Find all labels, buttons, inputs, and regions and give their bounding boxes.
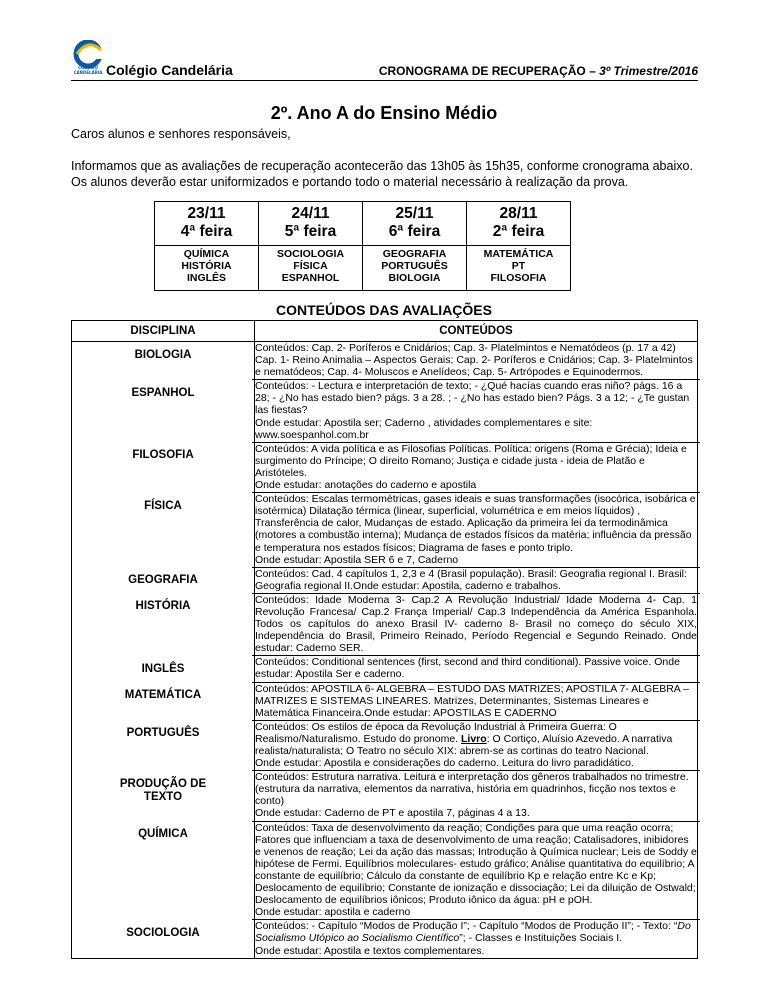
schedule-subjects: SOCIOLOGIA FÍSICA ESPANHOL xyxy=(259,246,363,291)
content-quimica: Conteúdos: Taxa de desenvolvimento da reação; Condições para que uma reação ocorra; Fatores que influenciam a taxa de desenvolvimento de uma reação; Catalisadores, inibidores e venenos de reação; Lei da ação das massas; Introdução à Química nuclear; Leis de Soddy e hipótese de Fermi. Equilíbrios moleculares- estudo gráfico; Análise quantitativa do equilíbrio; A constante de equilíbrio; Cálculo da constante de equilíbrio Kp e relação entre Kc e Kp; Deslocamento de equilíbrio; Constante de ionização e dissociação; Lei da diluição de Ostwald; Deslocamento de equilíbrios iônicos; Produto iônico da água: pH e pOH. Onde estudar: apostila e caderno xyxy=(252,822,700,921)
schedule-subjects: QUÍMICA HISTÓRIA INGLÊS xyxy=(155,246,259,291)
contents-column xyxy=(255,342,698,959)
schedule-day: 28/11 2ª feira xyxy=(467,202,571,246)
schedule-title: CRONOGRAMA DE RECUPERAÇÃO – 3º Trimestre/2016 xyxy=(378,64,698,78)
intro-line-2: Os alunos deverão estar uniformizados e portando todo o material necessário à realização da prova. xyxy=(71,175,629,189)
discipline-header: DISCIPLINA xyxy=(72,321,255,342)
school-logo xyxy=(71,40,105,76)
discipline-espanhol: ESPANHOL xyxy=(131,386,195,399)
content-espanhol: Conteúdos: - Lectura e interpretación de texto; - ¿Qué hacías cuando eras niño? págs. 16 a 28; - ¿No has estado bien? págs. 3 a 28. ; - ¿No has estado bien? Págs. 3 a 12; - ¿Te gustan las fiestas? Onde estudar: Apostila ser; Caderno , atividades complementares e site: www.soespanhol.com.br xyxy=(252,380,700,442)
discipline-ingles: INGLÊS xyxy=(141,662,185,675)
svg-text:COLÉGIO: COLÉGIO xyxy=(78,65,98,70)
content-historia: Conteúdos: Idade Moderna 3- Cap.2 A Revolução Industrial/ Idade Moderna 4- Cap. 1 Revolução Francesa/ Cap.2 França Imperial/ Cap.3 Independência da América Espanhola. Todos os capítulos do anexo Brasil IV- caderno 8- Brasil no começo do século XIX, Independência do Brasil, Primeiro Reinado, Período Regencial e Segundo Reinado. Onde estudar: Caderno SER. xyxy=(252,594,700,656)
page-title: 2º. Ano A do Ensino Médio xyxy=(270,103,498,123)
content-portugues: Conteúdos: Os estilos de época da Revolução Industrial à Primeira Guerra: O Realismo/Naturalismo. Estudo do pronome. Livro: O Cortiço, Aluísio Azevedo. A narrativa realista/naturalista; O Teatro no século XIX: abrem-se as cortinas do teatro Nacional. Onde estudar: Apostila e considerações do caderno. Leitura do livro paradidático. xyxy=(252,721,700,771)
schedule-subjects: MATEMÁTICA PT FILOSOFIA xyxy=(467,246,571,291)
school-name: Colégio Candelária xyxy=(106,62,233,78)
discipline-quimica: QUÍMICA xyxy=(138,828,188,841)
schedule-day: 24/11 5ª feira xyxy=(259,202,363,246)
schedule-table xyxy=(154,201,571,291)
content-matematica: Conteúdos: APOSTILA 6- ALGEBRA – ESTUDO DAS MATRIZES; APOSTILA 7- ALGEBRA – MATRIZES E SISTEMAS LINEARES. Matrizes, Determinantes, Sistemas Lineares e Matemática Financeira.Onde estudar: APOSTILAS E CADERNO xyxy=(252,683,700,721)
discipline-producao-1: PRODUÇÃO DE xyxy=(119,777,207,790)
discipline-portugues: PORTUGUÊS xyxy=(126,727,200,740)
contents-header: CONTEÚDOS xyxy=(255,321,698,342)
discipline-biologia: BIOLOGIA xyxy=(134,348,192,361)
content-ingles: Conteúdos: Conditional sentences (first, second and third conditional). Passive voice. Onde estudar: Apostila Ser e caderno. xyxy=(252,656,700,682)
contents-section-title: CONTEÚDOS DAS AVALIAÇÕES xyxy=(276,302,492,318)
discipline-matematica: MATEMÁTICA xyxy=(124,689,202,702)
discipline-geografia: GEOGRAFIA xyxy=(128,574,198,587)
schedule-day: 25/11 6ª feira xyxy=(363,202,467,246)
content-fisica: Conteúdos: Escalas termométricas, gases ideais e suas transformações (isocórica, isobárica e isotérmica) Dilatação térmica (linear, superficial, volumétrica e em meios líquidos) , Transferência de calor, Mudanças de estado. Aplicação da primeira lei da termodinâmica (motores a combustão interna); Mudança de estados físicos da matéria; influência da pressão e temperatura nos estados físicos; Diagrama de fases e ponto triplo. Onde estudar: Apostila SER 6 e 7, Caderno xyxy=(252,493,700,568)
content-biologia: Conteúdos: Cap. 2- Poríferos e Cnidários; Cap. 3- Platelmintos e Nematódeos (p. 17 a 42) Cap. 1- Reino Animalia – Aspectos Gerais; Cap. 2- Poríferos e Cnidários; Cap. 3- Platelmintos e nematódeos; Cap. 4- Moluscos e Anelídeos; Cap. 5- Artrópodes e Equinodermos. xyxy=(252,342,700,380)
intro-line-1: Informamos que as avaliações de recuperação acontecerão das 13h05 às 15h35, conforme cronograma abaixo. xyxy=(71,159,693,173)
intro-text xyxy=(71,126,693,190)
content-geografia: Conteúdos: Cad. 4 capítulos 1, 2,3 e 4 (Brasil população). Brasil: Geografia regional I. Brasil: Geografia regional II.Onde estudar: Apostila, caderno e trabalhos. xyxy=(252,568,700,594)
content-filosofia: Conteúdos: A vida política e as Filosofias Políticas. Política: origens (Roma e Grécia); Ideia e surgimento do Príncipe; O direito Romano; Justiça e cidade justa - ideia de Platão e Aristóteles. Onde estudar: anotações do caderno e apostila xyxy=(252,443,700,493)
discipline-sociologia: SOCIOLOGIA xyxy=(126,926,200,939)
discipline-producao-2: TEXTO xyxy=(143,790,183,803)
contents-table xyxy=(71,320,698,959)
discipline-historia: HISTÓRIA xyxy=(135,600,191,613)
schedule-day: 23/11 4ª feira xyxy=(155,202,259,246)
greeting: Caros alunos e senhores responsáveis, xyxy=(71,127,291,141)
content-sociologia: Conteúdos: - Capítulo “Modos de Produção I”; - Capítulo “Modos de Produção II”; - Texto: “Do Socialismo Utópico ao Socialismo Científico”; - Classes e Instituições Sociais I. Onde estudar: Apostila e textos complementares. xyxy=(255,920,691,957)
page-header xyxy=(71,40,698,81)
discipline-fisica: FÍSICA xyxy=(144,499,182,512)
discipline-column xyxy=(72,342,255,959)
schedule-subjects: GEOGRAFIA PORTUGUÊS BIOLOGIA xyxy=(363,246,467,291)
content-producao-texto: Conteúdos: Estrutura narrativa. Leitura e interpretação dos gêneros trabalhados no trimestre. (estrutura da narrativa, elementos da narrativa, história em quadrinhos, ficção nos textos e conto) Onde estudar: Caderno de PT e apostila 7, páginas 4 a 13. xyxy=(252,771,700,821)
svg-text:CANDELÁRIA: CANDELÁRIA xyxy=(73,70,103,75)
discipline-filosofia: FILOSOFIA xyxy=(132,449,194,462)
